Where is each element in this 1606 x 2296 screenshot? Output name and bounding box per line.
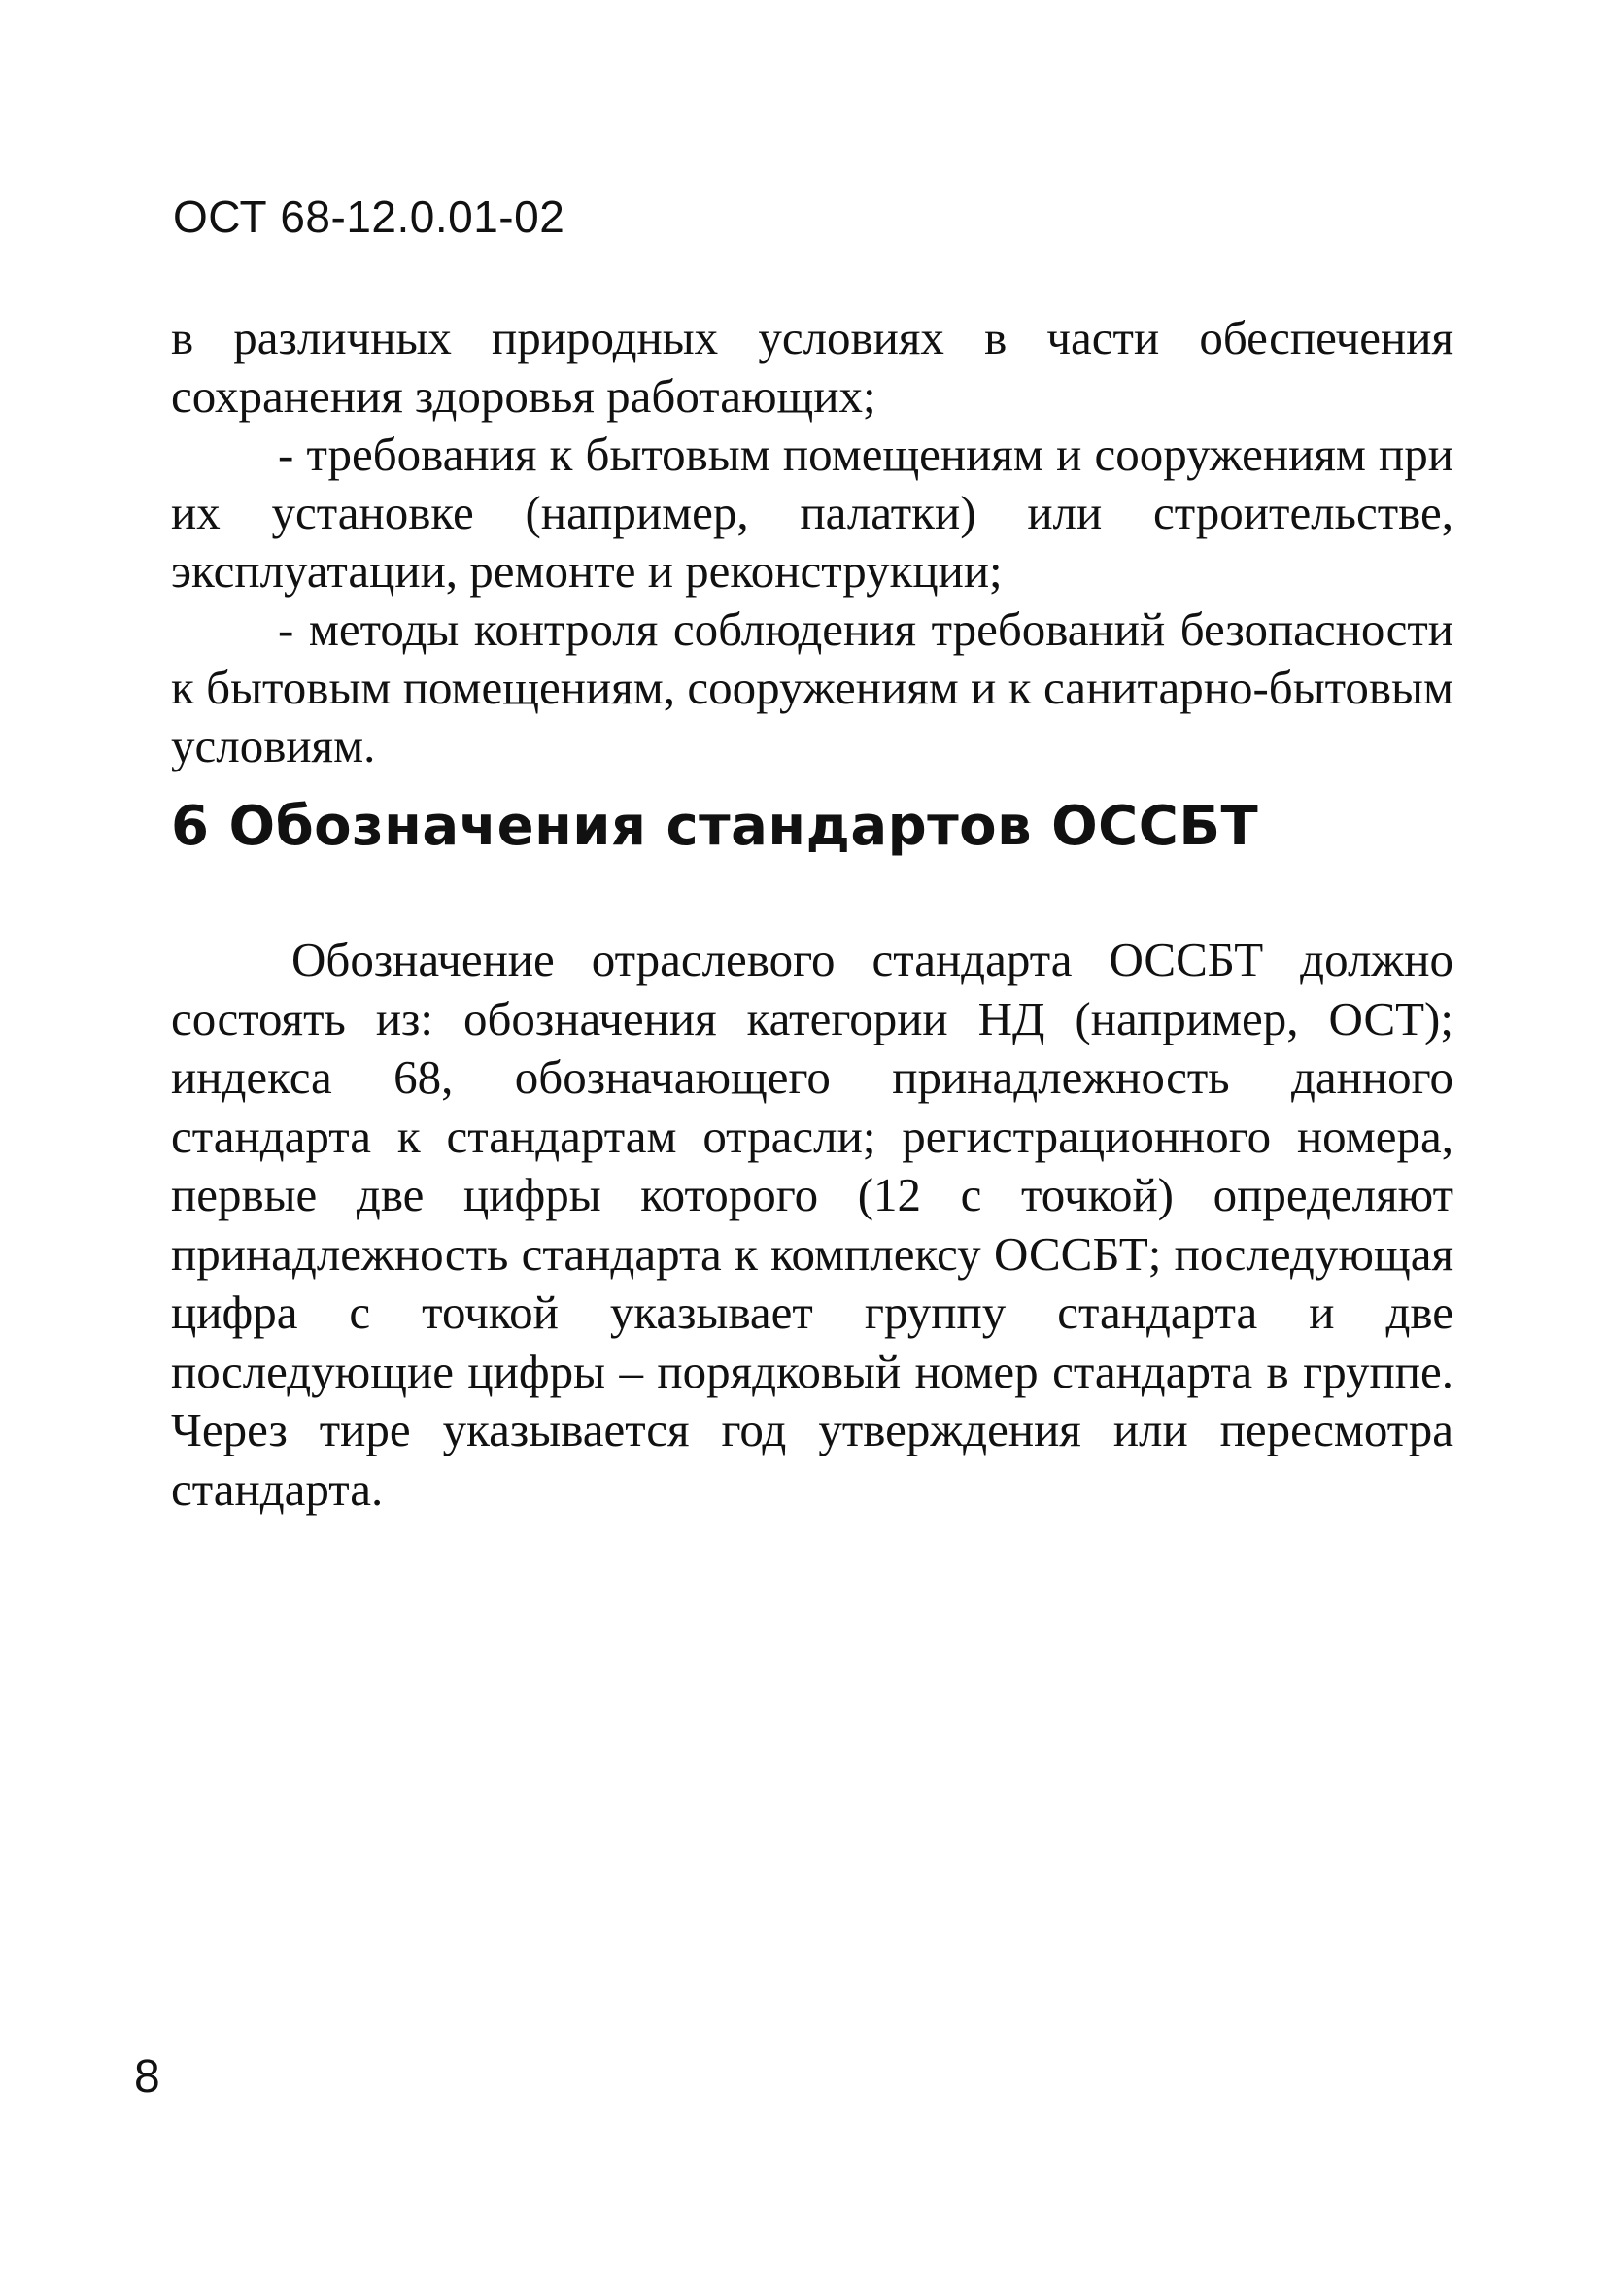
intro-text-block xyxy=(171,309,1453,775)
intro-paragraph-continuation: в различных природных условиях в части обеспечения сохранения здоровья работающих; xyxy=(171,311,1453,423)
intro-list-item-control-methods: - методы контроля соблюдения требований безопасности к бытовым помещениям, сооружениям и к санитарно-бытовым условиям. xyxy=(171,602,1453,772)
section-heading: 6 Обозначения стандартов ОССБТ xyxy=(171,795,1259,858)
section-body-paragraph: Обозначение отраслевого стандарта ОССБТ должно состоять из: обозначения категории НД (например, ОСТ); индекса 68, обозначающего принадлежность данного стандарта к стандартам отрасли; регистрационного номера, первые две цифры которого (12 с точкой) определяют принадлежность стандарта к комплексу ОССБТ; последующая цифра с точкой указывает группу стандарта и две последующие цифры – порядковый номер стандарта в группе. Через тире указывается год утверждения или пересмотра стандарта. xyxy=(171,933,1453,1516)
page-number: 8 xyxy=(134,2051,160,2103)
document-code-header: ОСТ 68-12.0.01-02 xyxy=(173,191,565,242)
intro-list-item-requirements: - требования к бытовым помещениям и сооружениям при их установке (например, палатки) или строительстве, эксплуатации, ремонте и реконструкции; xyxy=(171,428,1453,598)
